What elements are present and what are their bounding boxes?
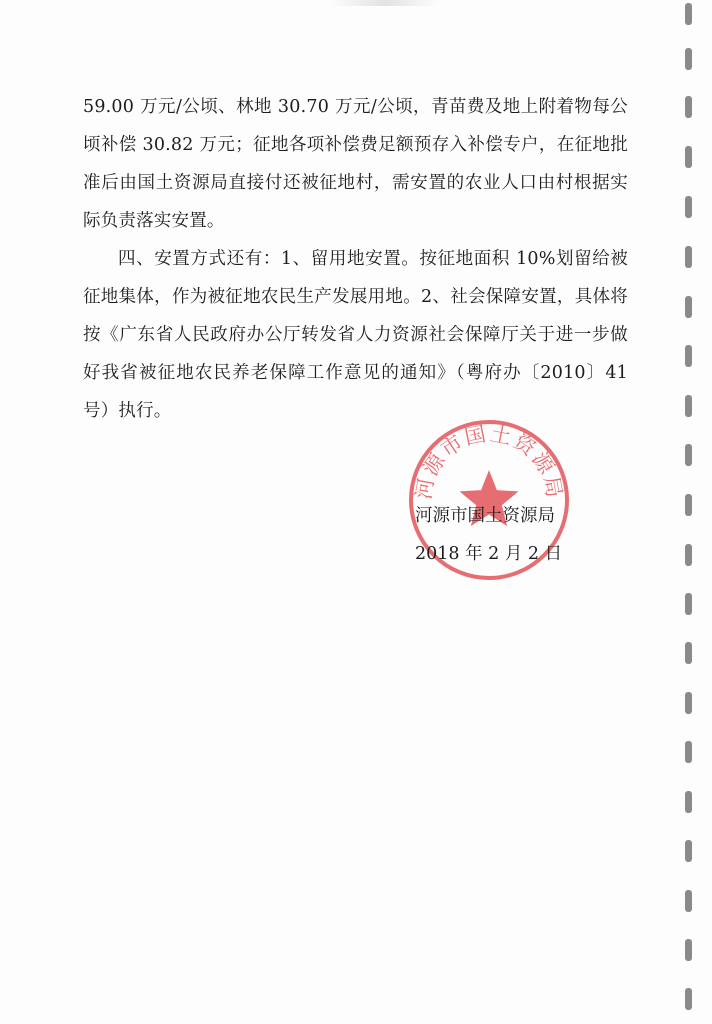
seal-text: 河源市国土资源局 [411, 421, 567, 502]
binding-hole [685, 544, 692, 566]
binding-hole [685, 146, 692, 168]
issue-date: 2018 年 2 月 2 日 [415, 544, 563, 564]
binding-hole [685, 988, 692, 1010]
signature-block [415, 497, 562, 573]
binding-hole [685, 444, 692, 466]
binding-hole [685, 791, 692, 813]
binding-hole [685, 246, 692, 268]
paragraph-resettlement: 四、安置方式还有：1、留用地安置。按征地面积 10%划留给被征地集体，作为被征地农民生产发展用地。2、社会保障安置，具体将按《广东省人民政府办公厅转发省人力资源社会保障厅关于进一步做好我省被征地农民养老保障工作意见的通知》（粤府办〔2010〕41 号）执行。 [83, 249, 628, 421]
binding-hole [685, 96, 692, 118]
binding-hole [685, 345, 692, 367]
binding-hole [685, 939, 692, 961]
document-body [83, 88, 628, 430]
binding-hole [685, 494, 692, 516]
issuing-organization: 河源市国土资源局 [415, 506, 555, 526]
scan-smudge [330, 0, 440, 6]
binding-hole [685, 296, 692, 318]
binding-hole [685, 741, 692, 763]
binding-hole [685, 395, 692, 417]
binding-hole [685, 840, 692, 862]
binding-hole [685, 3, 692, 25]
binding-hole [685, 890, 692, 912]
binding-hole [685, 642, 692, 664]
binding-hole [685, 48, 692, 70]
binding-hole [685, 196, 692, 218]
binding-strip [681, 0, 701, 1024]
paragraph-compensation: 59.00 万元/公顷、林地 30.70 万元/公顷，青苗费及地上附着物每公顷补偿 30.82 万元；征地各项补偿费足额预存入补偿专户，在征地批准后由国土资源局直接付还被征地村，需安置的农业人口由村根据实际负责落实安置。 [83, 97, 628, 231]
binding-hole [685, 692, 692, 714]
binding-hole [685, 593, 692, 615]
